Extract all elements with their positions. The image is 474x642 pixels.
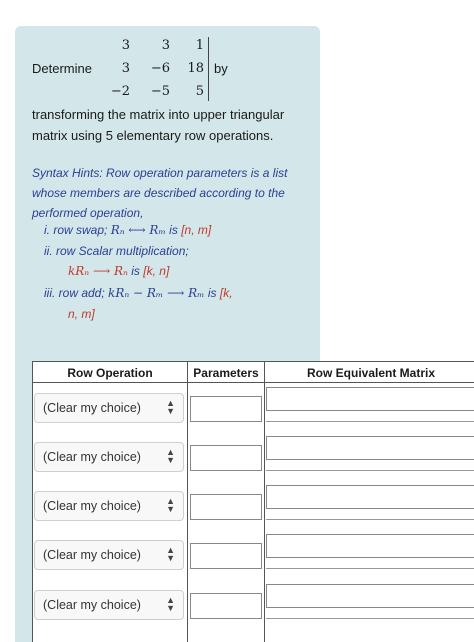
- hint-formula: kRₙ ⟶ Rₙ: [68, 264, 128, 278]
- matrix-cell: −6: [150, 61, 170, 76]
- hint-scalar-label: ii. row Scalar multiplication;: [44, 244, 189, 258]
- matrix-divider: [266, 618, 474, 619]
- matrix-cell: 3: [121, 61, 130, 76]
- row-equivalent-matrix-input[interactable]: [266, 436, 474, 460]
- matrix-augment-bar: [208, 37, 209, 101]
- hint-row-add: [44, 286, 233, 300]
- matrix-cell: −5: [150, 84, 170, 99]
- parameters-input[interactable]: [190, 396, 262, 422]
- hint-scalar: [68, 264, 169, 278]
- row-operation-select[interactable]: (Clear my choice) ▲ ▼: [34, 393, 184, 423]
- select-value: (Clear my choice): [43, 401, 141, 415]
- row-operation-select[interactable]: (Clear my choice) ▲ ▼: [34, 442, 184, 472]
- matrix-cell: 3: [121, 38, 130, 53]
- header-parameters: Parameters: [187, 361, 265, 383]
- matrix-divider: [266, 519, 474, 520]
- hint-params: [k, n]: [143, 264, 170, 278]
- select-value: (Clear my choice): [43, 450, 141, 464]
- row-equivalent-matrix-input[interactable]: [266, 584, 474, 608]
- matrix-cell: 5: [195, 84, 204, 99]
- hint-formula: Rₙ ⟷ Rₘ: [110, 223, 166, 237]
- row-equivalent-matrix-input[interactable]: [266, 387, 474, 411]
- table-border: [187, 383, 188, 642]
- hint-row-swap: [44, 223, 211, 237]
- table-border: [32, 383, 33, 642]
- hint-is: is: [207, 286, 217, 300]
- row-equivalent-matrix-input[interactable]: [266, 485, 474, 509]
- parameters-input[interactable]: [190, 593, 262, 619]
- row-operation-select[interactable]: (Clear my choice) ▲ ▼: [34, 590, 184, 620]
- matrix-divider: [266, 568, 474, 569]
- hint-formula: kRₙ − Rₘ ⟶ Rₘ: [108, 286, 205, 300]
- hint-params: [k,: [219, 286, 233, 300]
- question-description: transforming the matrix into upper triangular matrix using 5 elementary row operations.: [32, 107, 285, 143]
- table-border: [264, 383, 265, 642]
- parameters-input[interactable]: [190, 494, 262, 520]
- parameters-input[interactable]: [190, 445, 262, 471]
- row-equivalent-matrix-input[interactable]: [266, 534, 474, 558]
- header-row-equivalent-matrix: Row Equivalent Matrix: [264, 361, 474, 383]
- hint-is: is: [131, 264, 140, 278]
- by-label: by: [214, 61, 228, 76]
- determine-label: Determine: [32, 61, 92, 76]
- row-operation-select[interactable]: (Clear my choice) ▲ ▼: [34, 491, 184, 521]
- hint-params: [n, m]: [181, 223, 212, 237]
- syntax-hints-intro: Syntax Hints: Row operation parameters is a list whose members are described according to the performed operation,: [32, 166, 288, 220]
- matrix-cell: 3: [161, 38, 170, 53]
- hint-label: iii. row add;: [44, 286, 105, 300]
- matrix-cell: 18: [187, 61, 204, 76]
- select-value: (Clear my choice): [43, 548, 141, 562]
- select-value: (Clear my choice): [43, 598, 141, 612]
- hint-is: is: [169, 223, 178, 237]
- select-value: (Clear my choice): [43, 499, 141, 513]
- hint-params-cont: n, m]: [68, 307, 95, 321]
- parameters-input[interactable]: [190, 543, 262, 569]
- matrix-cell: 1: [195, 38, 204, 53]
- matrix-divider: [266, 421, 474, 422]
- header-row-operation: Row Operation: [32, 361, 188, 383]
- matrix-divider: [266, 470, 474, 471]
- row-operation-select[interactable]: (Clear my choice) ▲ ▼: [34, 540, 184, 570]
- matrix-cell: −2: [110, 84, 130, 99]
- hint-label: i. row swap;: [44, 223, 108, 237]
